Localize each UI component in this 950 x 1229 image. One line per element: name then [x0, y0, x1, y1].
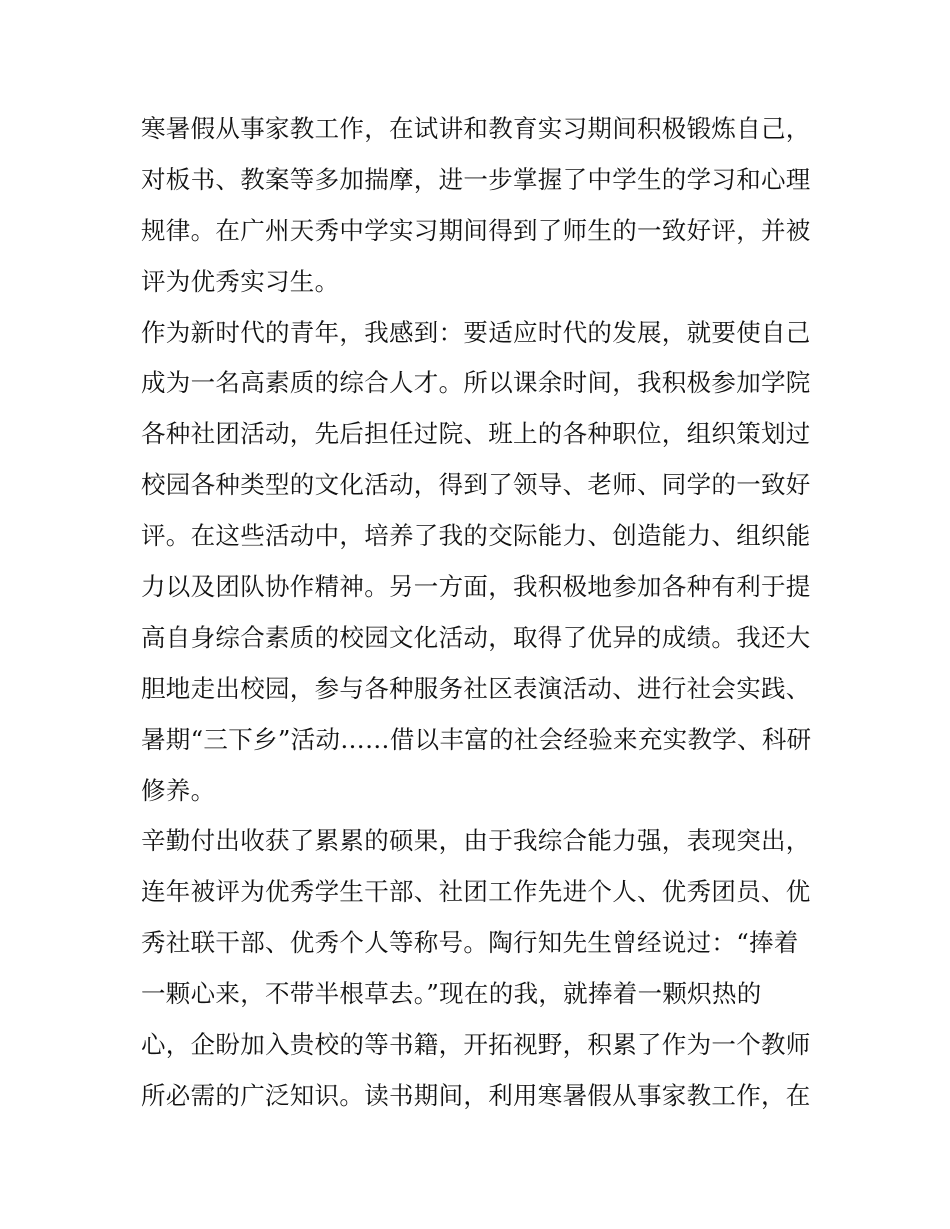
- text-line: 各种社团活动，先后担任过院、班上的各种职位，组织策划过: [141, 419, 811, 449]
- text-line: 对板书、教案等多加揣摩，进一步掌握了中学生的学习和心理: [141, 164, 811, 194]
- document-body: [141, 104, 821, 1122]
- text-line: 连年被评为优秀学生干部、社团工作先进个人、优秀团员、优: [141, 877, 811, 907]
- text-line: 成为一名高素质的综合人才。所以课余时间，我积极参加学院: [141, 368, 811, 398]
- text-line: 校园各种类型的文化活动，得到了领导、老师、同学的一致好: [141, 470, 811, 500]
- text-line: 修养。: [141, 775, 216, 805]
- text-line: 寒暑假从事家教工作，在试讲和教育实习期间积极锻炼自己，: [141, 114, 811, 143]
- text-line: 所必需的广泛知识。读书期间，利用寒暑假从事家教工作，在: [141, 1080, 811, 1110]
- text-line: 评。在这些活动中，培养了我的交际能力、创造能力、组织能: [141, 521, 811, 551]
- text-line: 暑期“三下乡”活动……借以丰富的社会经验来充实教学、科研: [141, 724, 812, 754]
- text-line: 作为新时代的青年，我感到：要适应时代的发展，就要使自己: [141, 317, 811, 347]
- text-line: 秀社联干部、优秀个人等称号。陶行知先生曾经说过：“捧着: [141, 928, 799, 958]
- text-line: 胆地走出校园，参与各种服务社区表演活动、进行社会实践、: [141, 673, 811, 703]
- text-line: 辛勤付出收获了累累的硕果，由于我综合能力强，表现突出，: [141, 826, 811, 856]
- text-line: 评为优秀实习生。: [141, 266, 340, 296]
- text-line: 规律。在广州天秀中学实习期间得到了师生的一致好评，并被: [141, 215, 811, 245]
- text-line: 力以及团队协作精神。另一方面，我积极地参加各种有利于提: [141, 572, 811, 602]
- text-line: 心，企盼加入贵校的等书籍，开拓视野，积累了作为一个教师: [141, 1030, 811, 1060]
- text-line: 高自身综合素质的校园文化活动，取得了优异的成绩。我还大: [141, 622, 811, 652]
- text-line: 一颗心来，不带半根草去。”现在的我，就捧着一颗炽热的: [141, 979, 762, 1009]
